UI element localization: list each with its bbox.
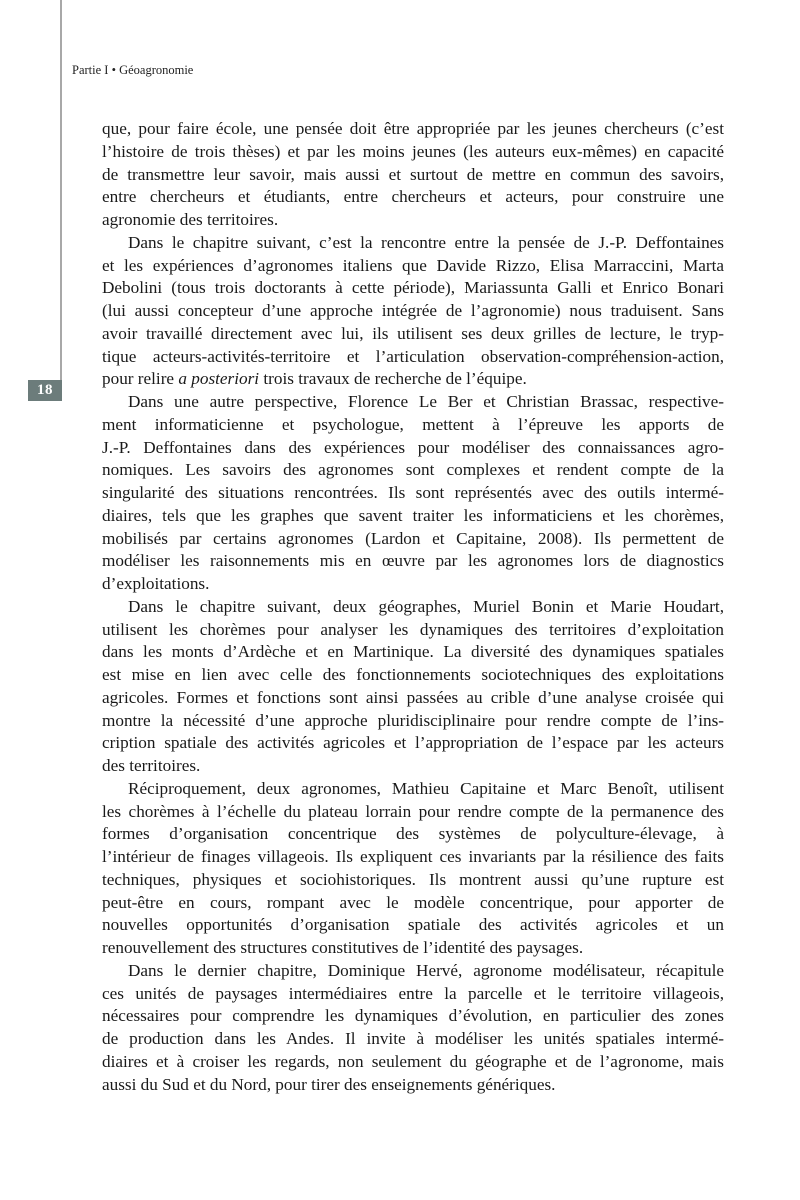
paragraph [102,232,724,391]
text-line: nouvelles opportunités d’organisation spatiale des activités agricoles et un [102,915,724,935]
text-line: des territoires. [102,756,201,775]
text-line: Réciproquement, deux agronomes, Mathieu Capitaine et Marc Benoît, utilisent [128,778,724,798]
text-line: (lui aussi concepteur d’une approche intégrée de l’agronomie) nous traduisent. Sans [102,301,724,320]
text-line: aussi du Sud et du Nord, pour tirer des enseignements génériques. [102,1074,556,1094]
text-line: peut-être en cours, rompant avec le modèle concentrique, pour apporter de [102,892,724,912]
text-line: que, pour faire école, une pensée doit être appropriée par les jeunes chercheurs (c’est [102,119,724,138]
paragraph [102,391,724,596]
text-line: formes d’organisation concentrique des systèmes de polyculture-élevage, à [102,824,724,844]
text-line: mobilisés par certains agronomes (Lardon et Capitaine, 2008). Ils permettent de [102,528,724,548]
text-line: Dans le chapitre suivant, c’est la rencontre entre la pensée de J.-P. Deffontaines [128,232,724,252]
text-line: l’histoire de trois thèses) et par les moins jeunes (les auteurs eux-mêmes) en capacité [102,141,724,161]
text-line: ces unités de paysages intermédiaires entre la parcelle et le territoire villageois, [102,983,724,1003]
text-line: Debolini (tous trois doctorants à cette période), Mariassunta Galli et Enrico Bonari [102,278,724,298]
text-line: diaires et à croiser les regards, non seulement du géographe et de l’agronome, mais [102,1051,724,1071]
running-head: Partie I • Géoagronomie [72,63,194,77]
paragraph [102,960,724,1097]
text-line: nomiques. Les savoirs des agronomes sont complexes et rendent compte de la [102,460,724,480]
text-line: Dans le chapitre suivant, deux géographes, Muriel Bonin et Marie Houdart, [128,596,724,616]
paragraph [102,778,724,960]
text-line: d’exploitations. [102,574,210,593]
italic-text: a posteriori [178,369,260,389]
text-line: Dans une autre perspective, Florence Le Ber et Christian Brassac, respective- [128,392,724,411]
text-line: montre la nécessité d’une approche pluridisciplinaire pour rendre compte de l’ins- [102,710,724,730]
text-line: cription spatiale des activités agricoles et l’appropriation de l’espace par les acteurs [102,733,724,753]
text-line: diaires, tels que les graphes que savent traiter les informaticiens et les chorèmes, [102,505,724,525]
text-line: pour relire a posteriori trois travaux de recherche de l’équipe. [102,369,527,389]
margin-rule [60,0,62,382]
text-line: modéliser les raisonnements mis en œuvre par les agronomes lors de diagnostics [102,551,724,571]
text-line: singularité des situations rencontrées. Ils sont représentés avec des outils intermé- [102,483,724,502]
text-line: et les expériences d’agronomes italiens que Davide Rizzo, Elisa Marraccini, Marta [102,255,724,275]
text-line: ment informaticienne et psychologue, mettent à l’épreuve les apports de [102,414,724,434]
text-line: l’intérieur de finages villageois. Ils expliquent ces invariants par la résilience des faits [102,847,724,866]
text-line: techniques, physiques et sociohistoriques. Ils montrent aussi qu’une rupture est [102,869,724,889]
text-line: avoir travaillé directement avec lui, ils utilisent ses deux grilles de lecture, le tryp- [102,323,724,343]
text-line: dans les monts d’Ardèche et en Martinique. La diversité des dynamiques spatiales [102,642,724,662]
text-line: J.-P. Deffontaines dans des expériences pour modéliser des connaissances agro- [102,437,724,457]
paragraph [102,118,724,232]
text-line: tique acteurs-activités-territoire et l’articulation observation-compréhension-action, [102,346,724,366]
page-number: 18 [28,380,62,401]
text-line: nécessaires pour comprendre les dynamiques d’évolution, en particulier des zones [102,1006,724,1026]
text-line: agricoles. Formes et fonctions sont ainsi passées au crible d’une analyse croisée qui [102,687,724,707]
text-line: Dans le dernier chapitre, Dominique Hervé, agronome modélisateur, récapitule [128,960,724,980]
text-line: les chorèmes à l’échelle du plateau lorrain pour rendre compte de la permanence des [102,801,724,821]
text-line: est mise en lien avec celle des fonctionnements sociotechniques des exploitations [102,665,724,684]
text-line: de transmettre leur savoir, mais aussi et surtout de mettre en commun des savoirs, [102,164,724,184]
text-line: agronomie des territoires. [102,210,279,229]
text-line: de production dans les Andes. Il invite à modéliser les unités spatiales intermé- [102,1029,724,1048]
body-text [102,118,724,1096]
text-line: renouvellement des structures constitutives de l’identité des paysages. [102,938,584,957]
paragraph [102,596,724,778]
text-line: utilisent les chorèmes pour analyser les dynamiques des territoires d’exploitation [102,619,724,639]
text-line: entre chercheurs et étudiants, entre chercheurs et acteurs, pour construire une [102,187,724,207]
